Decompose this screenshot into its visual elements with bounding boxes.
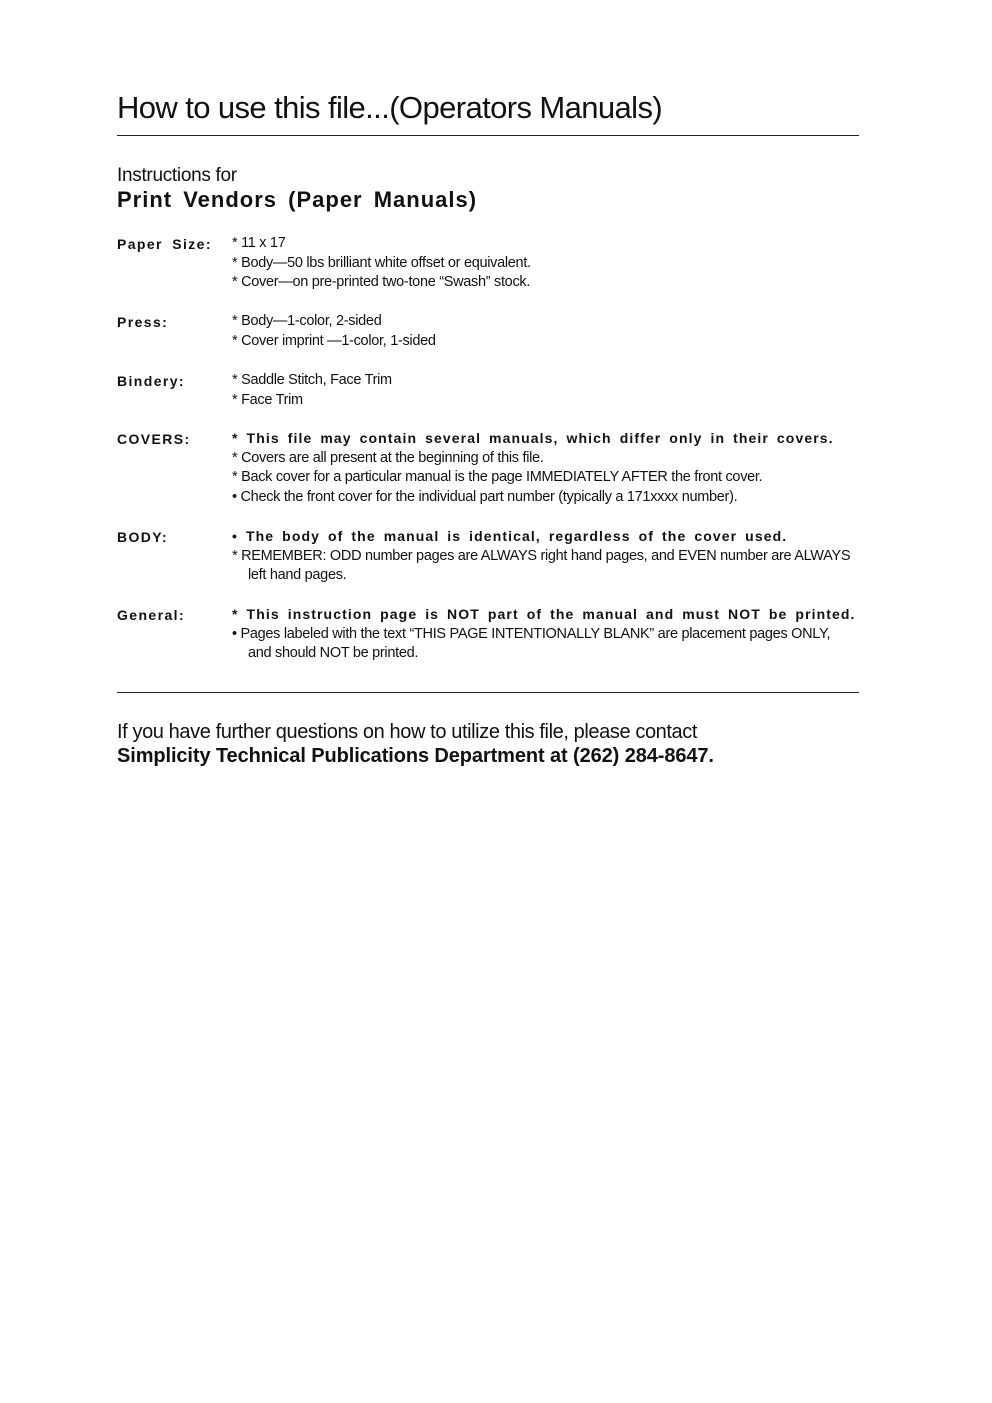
press-items: [232, 312, 877, 351]
spec-line-continued: left hand pages.: [248, 567, 347, 583]
spec-line: * Body—50 lbs brilliant white offset or equivalent.: [232, 254, 531, 271]
general-items: [232, 605, 877, 664]
spec-line: * Face Trim: [232, 391, 303, 408]
title-divider: [117, 135, 859, 136]
spec-line-emphasis: * This file may contain several manuals, which differ only in their covers.: [232, 430, 834, 446]
general-label: General:: [117, 607, 185, 623]
spec-line: * Cover imprint —1-color, 1-sided: [232, 332, 436, 349]
spec-line: • Pages labeled with the text “THIS PAGE INTENTIONALLY BLANK” are placement pages ONLY,: [232, 625, 831, 642]
contact-department: Simplicity Technical Publications Department at (262) 284-8647.: [117, 745, 714, 767]
section-heading: Print Vendors (Paper Manuals): [117, 187, 478, 212]
spec-line: * Saddle Stitch, Face Trim: [232, 372, 392, 388]
spec-line-emphasis: • The body of the manual is identical, regardless of the cover used.: [232, 528, 788, 544]
intro-text: Instructions for: [117, 165, 237, 186]
spec-line: * Body—1-color, 2-sided: [232, 313, 382, 329]
contact-text: If you have further questions on how to utilize this file, please contact: [117, 721, 698, 743]
spec-line-continued: and should NOT be printed.: [248, 645, 419, 661]
press-label: Press:: [117, 314, 169, 330]
spec-line: • Check the front cover for the individual part number (typically a 171xxxx number).: [232, 488, 738, 505]
paper-size-items: [232, 234, 877, 293]
bindery-label: Bindery:: [117, 373, 185, 389]
spec-line-emphasis: * This instruction page is NOT part of the manual and must NOT be printed.: [232, 606, 856, 622]
covers-label: COVERS:: [117, 431, 191, 447]
footer-divider: [117, 692, 859, 693]
spec-line: * Cover—on pre-printed two-tone “Swash” stock.: [232, 274, 531, 290]
spec-line: * 11 x 17: [232, 235, 286, 251]
paper-size-label: Paper Size:: [117, 236, 212, 252]
covers-items: [232, 429, 877, 507]
page-title: How to use this file...(Operators Manuals): [117, 90, 663, 125]
spec-line: * Back cover for a particular manual is the page IMMEDIATELY AFTER the front cover.: [232, 469, 763, 485]
bindery-items: [232, 371, 877, 410]
body-label: BODY:: [117, 529, 169, 545]
body-items: [232, 527, 877, 586]
spec-line: * Covers are all present at the beginning of this file.: [232, 449, 544, 466]
spec-line: * REMEMBER: ODD number pages are ALWAYS right hand pages, and EVEN number are ALWAYS: [232, 547, 851, 564]
